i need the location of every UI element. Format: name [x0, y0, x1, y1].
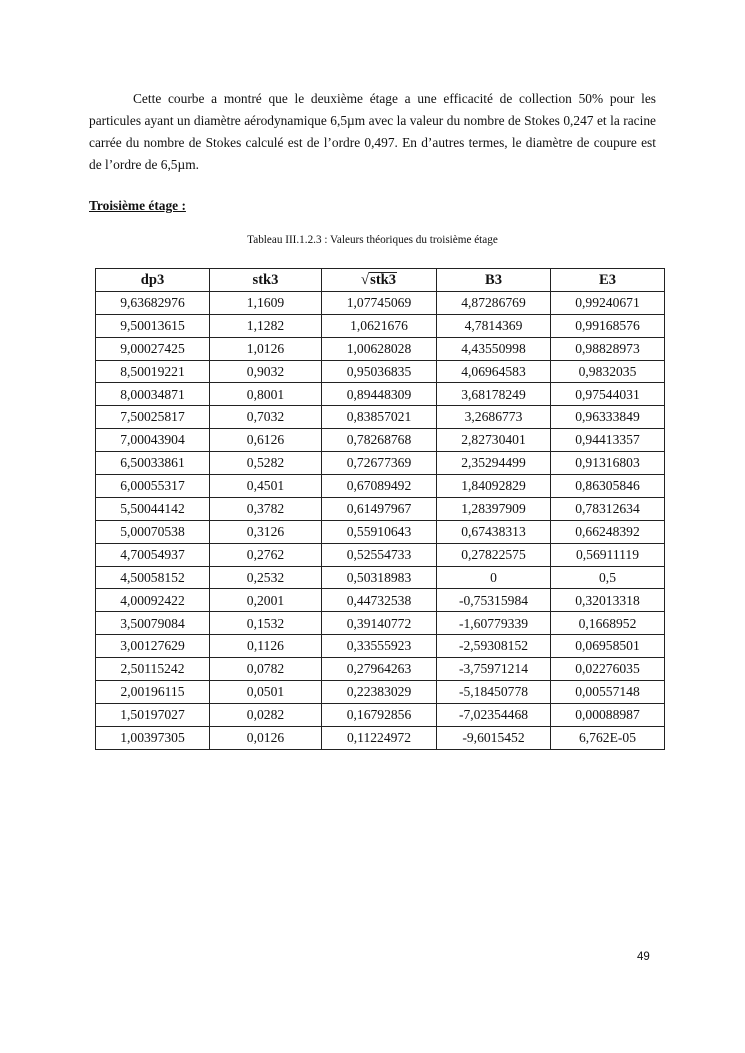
cell-stk3: 0,8001	[210, 383, 322, 406]
table-row	[96, 658, 665, 681]
cell-b3: 1,84092829	[437, 475, 551, 498]
table-row	[96, 314, 665, 337]
cell-sqrt-stk3: 0,72677369	[322, 452, 437, 475]
table-caption	[0, 234, 745, 246]
header-sqrt-stk3	[322, 269, 437, 292]
table-caption-text: Tableau III.1.2.3 : Valeurs théoriques du troisième étage	[247, 234, 498, 246]
cell-dp3: 8,00034871	[96, 383, 210, 406]
cell-sqrt-stk3: 1,00628028	[322, 337, 437, 360]
cell-e3: 0,00557148	[551, 681, 665, 704]
cell-dp3: 5,00070538	[96, 520, 210, 543]
header-b3: B3	[437, 269, 551, 292]
table-row	[96, 429, 665, 452]
table-header-row	[96, 269, 665, 292]
cell-stk3: 0,3126	[210, 520, 322, 543]
cell-b3: -5,18450778	[437, 681, 551, 704]
sqrt-expression	[361, 272, 397, 288]
table-row	[96, 589, 665, 612]
cell-e3: 0,32013318	[551, 589, 665, 612]
cell-dp3: 9,00027425	[96, 337, 210, 360]
sqrt-symbol: √	[360, 272, 370, 289]
table-row	[96, 406, 665, 429]
sqrt-radicand: stk3	[370, 271, 397, 288]
cell-dp3: 8,50019221	[96, 360, 210, 383]
cell-b3: 4,87286769	[437, 291, 551, 314]
cell-b3: 2,82730401	[437, 429, 551, 452]
header-dp3: dp3	[96, 269, 210, 292]
cell-dp3: 2,50115242	[96, 658, 210, 681]
cell-stk3: 1,0126	[210, 337, 322, 360]
cell-stk3: 0,0501	[210, 681, 322, 704]
cell-b3: -2,59308152	[437, 635, 551, 658]
cell-stk3: 0,0282	[210, 703, 322, 726]
cell-dp3: 1,50197027	[96, 703, 210, 726]
cell-sqrt-stk3: 0,44732538	[322, 589, 437, 612]
cell-sqrt-stk3: 0,95036835	[322, 360, 437, 383]
cell-sqrt-stk3: 0,27964263	[322, 658, 437, 681]
table-row	[96, 291, 665, 314]
table-body	[96, 291, 665, 749]
cell-e3: 0,94413357	[551, 429, 665, 452]
cell-b3: 3,2686773	[437, 406, 551, 429]
header-stk3: stk3	[210, 269, 322, 292]
cell-e3: 0,97544031	[551, 383, 665, 406]
cell-stk3: 0,1532	[210, 612, 322, 635]
cell-b3: 0,67438313	[437, 520, 551, 543]
cell-sqrt-stk3: 0,50318983	[322, 566, 437, 589]
cell-sqrt-stk3: 0,89448309	[322, 383, 437, 406]
cell-dp3: 4,70054937	[96, 543, 210, 566]
cell-b3: -9,6015452	[437, 726, 551, 749]
cell-e3: 0,56911119	[551, 543, 665, 566]
cell-e3: 0,5	[551, 566, 665, 589]
header-e3: E3	[551, 269, 665, 292]
cell-e3: 0,99168576	[551, 314, 665, 337]
table-row	[96, 566, 665, 589]
table-row	[96, 703, 665, 726]
cell-dp3: 9,63682976	[96, 291, 210, 314]
cell-dp3: 1,00397305	[96, 726, 210, 749]
cell-sqrt-stk3: 0,39140772	[322, 612, 437, 635]
cell-stk3: 1,1609	[210, 291, 322, 314]
cell-e3: 0,98828973	[551, 337, 665, 360]
cell-dp3: 2,00196115	[96, 681, 210, 704]
table-row	[96, 520, 665, 543]
section-heading: Troisième étage :	[89, 198, 186, 213]
cell-e3: 0,99240671	[551, 291, 665, 314]
cell-b3: -0,75315984	[437, 589, 551, 612]
cell-e3: 0,02276035	[551, 658, 665, 681]
cell-sqrt-stk3: 0,16792856	[322, 703, 437, 726]
cell-stk3: 0,5282	[210, 452, 322, 475]
table-row	[96, 543, 665, 566]
cell-e3: 0,9832035	[551, 360, 665, 383]
cell-stk3: 0,0782	[210, 658, 322, 681]
cell-b3: -7,02354468	[437, 703, 551, 726]
cell-sqrt-stk3: 1,0621676	[322, 314, 437, 337]
cell-b3: -3,75971214	[437, 658, 551, 681]
cell-e3: 0,96333849	[551, 406, 665, 429]
cell-sqrt-stk3: 0,33555923	[322, 635, 437, 658]
cell-stk3: 0,0126	[210, 726, 322, 749]
cell-stk3: 0,1126	[210, 635, 322, 658]
table-row	[96, 612, 665, 635]
cell-stk3: 0,2532	[210, 566, 322, 589]
cell-e3: 6,762E-05	[551, 726, 665, 749]
table-row	[96, 635, 665, 658]
cell-b3: 2,35294499	[437, 452, 551, 475]
cell-b3: 4,06964583	[437, 360, 551, 383]
table-row	[96, 360, 665, 383]
cell-e3: 0,91316803	[551, 452, 665, 475]
page-number: 49	[637, 951, 650, 963]
theoretical-values-table	[95, 268, 665, 750]
cell-b3: 4,43550998	[437, 337, 551, 360]
body-paragraph: Cette courbe a montré que le deuxième étage a une efficacité de collection 50% pour les particules ayant un diamètre aérodynamique 6,5µm avec la valeur du nombre de Stokes 0,247 et la racine carrée du nombre de Stokes calculé est de l’ordre 0,497. En d’autres termes, le diamètre de coupure est de l’ordre de 6,5µm.	[89, 91, 656, 172]
table-row	[96, 726, 665, 749]
table-row	[96, 383, 665, 406]
cell-sqrt-stk3: 0,78268768	[322, 429, 437, 452]
cell-e3: 0,78312634	[551, 497, 665, 520]
cell-stk3: 0,2001	[210, 589, 322, 612]
cell-dp3: 5,50044142	[96, 497, 210, 520]
cell-dp3: 7,00043904	[96, 429, 210, 452]
cell-stk3: 0,2762	[210, 543, 322, 566]
cell-e3: 0,06958501	[551, 635, 665, 658]
table-row	[96, 452, 665, 475]
cell-dp3: 6,50033861	[96, 452, 210, 475]
cell-dp3: 3,50079084	[96, 612, 210, 635]
cell-b3: 1,28397909	[437, 497, 551, 520]
cell-stk3: 0,7032	[210, 406, 322, 429]
cell-sqrt-stk3: 0,11224972	[322, 726, 437, 749]
cell-dp3: 7,50025817	[96, 406, 210, 429]
cell-sqrt-stk3: 0,83857021	[322, 406, 437, 429]
table-row	[96, 337, 665, 360]
cell-sqrt-stk3: 0,22383029	[322, 681, 437, 704]
cell-sqrt-stk3: 0,55910643	[322, 520, 437, 543]
cell-sqrt-stk3: 0,52554733	[322, 543, 437, 566]
cell-b3: 3,68178249	[437, 383, 551, 406]
cell-b3: 0	[437, 566, 551, 589]
cell-e3: 0,66248392	[551, 520, 665, 543]
cell-dp3: 9,50013615	[96, 314, 210, 337]
cell-e3: 0,86305846	[551, 475, 665, 498]
cell-e3: 0,1668952	[551, 612, 665, 635]
cell-b3: -1,60779339	[437, 612, 551, 635]
cell-e3: 0,00088987	[551, 703, 665, 726]
cell-stk3: 0,6126	[210, 429, 322, 452]
cell-stk3: 0,4501	[210, 475, 322, 498]
cell-dp3: 6,00055317	[96, 475, 210, 498]
cell-dp3: 4,00092422	[96, 589, 210, 612]
cell-dp3: 3,00127629	[96, 635, 210, 658]
cell-stk3: 1,1282	[210, 314, 322, 337]
table-row	[96, 681, 665, 704]
cell-dp3: 4,50058152	[96, 566, 210, 589]
cell-b3: 4,7814369	[437, 314, 551, 337]
cell-sqrt-stk3: 1,07745069	[322, 291, 437, 314]
cell-b3: 0,27822575	[437, 543, 551, 566]
cell-stk3: 0,3782	[210, 497, 322, 520]
cell-sqrt-stk3: 0,67089492	[322, 475, 437, 498]
cell-stk3: 0,9032	[210, 360, 322, 383]
table-row	[96, 475, 665, 498]
table-row	[96, 497, 665, 520]
cell-sqrt-stk3: 0,61497967	[322, 497, 437, 520]
